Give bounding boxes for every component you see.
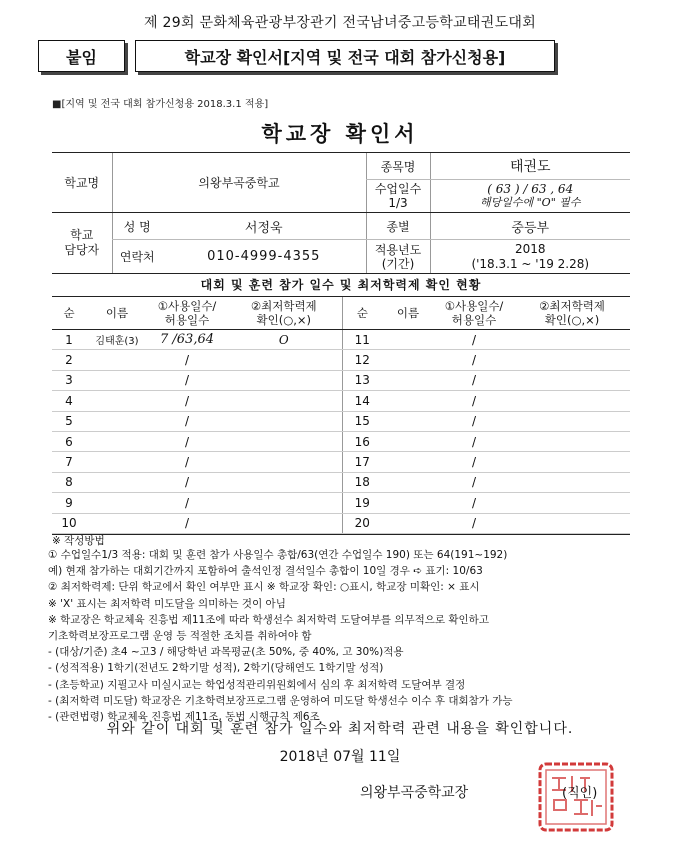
cell-no: 20 (342, 513, 382, 533)
cell-name (382, 411, 434, 431)
attendance-label: 수업일수 1/3 (366, 180, 430, 213)
doc-subtitle: 학교장 확인서[지역 및 전국 대회 참가신청용] (135, 40, 555, 72)
cell-name (86, 452, 148, 472)
cell-name (382, 370, 434, 390)
cell-no: 18 (342, 472, 382, 492)
cell-days: / (148, 391, 226, 411)
sport-label: 종목명 (366, 153, 430, 180)
cell-name (382, 431, 434, 451)
cell-grade (226, 391, 342, 411)
table-row (52, 431, 630, 451)
period-label: 적용년도 (기간) (366, 240, 430, 274)
cell-name (382, 493, 434, 513)
form-note: ■[지역 및 전국 대회 참가신청용 2018.3.1 적용] (52, 99, 269, 110)
cell-days: / (148, 350, 226, 370)
note-line: ※ 학교장은 학교체육 진흥법 제11조에 따라 학생선수 최저학력 도달여부를 의무적으로 확인하고 (48, 613, 489, 626)
cell-no: 13 (342, 370, 382, 390)
cell-no: 17 (342, 452, 382, 472)
cell-no: 8 (52, 472, 86, 492)
cell-grade (514, 513, 630, 533)
note-line: 예) 현재 참가하는 대회기간까지 포함하여 출석인정 결석일수 총합이 10일 경우 ➪ 표기: 10/63 (48, 565, 483, 578)
cell-days: / (434, 350, 514, 370)
cell-days: / (148, 452, 226, 472)
col-grade: ②최저학력제 확인(○,×) (514, 297, 630, 330)
cell-name (86, 411, 148, 431)
cell-days: / (434, 370, 514, 390)
name-label: 성 명 (112, 213, 162, 240)
cell-days: / (434, 452, 514, 472)
notes-list (48, 547, 648, 725)
cell-name (382, 472, 434, 492)
note-line: - (대상/기준) 초4 ~고3 / 해당학년 과목평균(초 50%, 중 40%, 고 30%)적용 (48, 646, 404, 659)
col-days: ①사용일수/ 허용일수 (434, 297, 514, 330)
table-caption: 대회 및 훈련 참가 일수 및 최저학력제 확인 현황 (200, 278, 482, 292)
cell-grade (514, 452, 630, 472)
cell-grade (226, 472, 342, 492)
seal-label: (직인) (562, 786, 598, 801)
cell-days: / (434, 493, 514, 513)
cell-no: 9 (52, 493, 86, 513)
cell-name (86, 370, 148, 390)
cell-grade (226, 411, 342, 431)
attendance-value: ( 63 ) / 63 , 64 해당일수에 "O" 필수 (430, 180, 630, 213)
cell-no: 14 (342, 391, 382, 411)
doc-title: 학교장 확인서 (261, 122, 419, 146)
info-table (52, 152, 630, 274)
cell-days: / (148, 431, 226, 451)
cell-name (86, 431, 148, 451)
note-line: - (성적적용) 1학기(전년도 2학기말 성적), 2학기(당해연도 1학기말 성적) (48, 662, 384, 675)
col-no: 순 (342, 297, 382, 330)
cell-name (382, 350, 434, 370)
cell-grade (226, 513, 342, 533)
staff-name: 서정욱 (162, 213, 366, 240)
contact-label: 연락처 (112, 240, 162, 274)
cell-grade (514, 431, 630, 451)
period-value: 2018 ('18.3.1 ~ '19 2.28) (430, 240, 630, 274)
cell-grade (226, 431, 342, 451)
table-row (52, 452, 630, 472)
confirm-text: 위와 같이 대회 및 훈련 참가 일수와 최저학력 관련 내용을 확인합니다. (106, 721, 574, 737)
note-line: - (초등학교) 지필고사 미실시교는 학업성적관리위원회에서 심의 후 최저학력 도달여부 결정 (48, 678, 466, 691)
cell-grade (514, 493, 630, 513)
contact-value: 010-4999-4355 (162, 240, 366, 274)
col-no: 순 (52, 297, 86, 330)
staff-label: 학교 담당자 (52, 213, 112, 274)
school-label: 학교명 (52, 153, 112, 213)
attachment-badge: 붙임 (38, 40, 125, 72)
sport-value: 태권도 (430, 153, 630, 180)
col-name: 이름 (86, 297, 148, 330)
division-value: 중등부 (430, 213, 630, 240)
cell-no: 10 (52, 513, 86, 533)
cell-days: / (434, 513, 514, 533)
cell-no: 3 (52, 370, 86, 390)
cell-no: 1 (52, 330, 86, 350)
cell-grade (226, 493, 342, 513)
cell-days: / (434, 330, 514, 350)
cell-no: 7 (52, 452, 86, 472)
note-line: ① 수업일수1/3 적용: 대회 및 훈련 참가 사용일수 총합/63(연간 수업일수 190) 또는 64(191~192) (48, 549, 508, 561)
cell-grade (514, 370, 630, 390)
note-line: - (최저학력 미도달) 학교장은 기초학력보장프로그램 운영하여 미도달 학생선수 이수 후 대회참가 가능 (48, 694, 513, 707)
cell-name (382, 513, 434, 533)
col-name: 이름 (382, 297, 434, 330)
cell-days: / (148, 370, 226, 390)
cell-grade (514, 391, 630, 411)
cell-name (86, 472, 148, 492)
cell-name (382, 391, 434, 411)
note-line: 기초학력보장프로그램 운영 등 적절한 조치를 취하여야 함 (48, 630, 312, 643)
cell-no: 11 (342, 330, 382, 350)
cell-name (86, 493, 148, 513)
cell-no: 12 (342, 350, 382, 370)
cell-name (382, 330, 434, 350)
table-row (52, 330, 630, 350)
cell-days: / (148, 513, 226, 533)
method-title: ※ 작성방법 (52, 535, 105, 547)
table-row (52, 350, 630, 370)
cell-name (86, 350, 148, 370)
cell-no: 4 (52, 391, 86, 411)
table-row (52, 370, 630, 390)
cell-grade (514, 472, 630, 492)
principal-name: 의왕부곡중학교장 (360, 785, 469, 801)
event-title: 제 29회 문화체육관광부장관기 전국남녀중고등학교태권도대회 (143, 15, 537, 31)
note-line: - (관련법령) 학교체육 진흥법 제11조, 동법 시행규칙 제6조 (48, 711, 320, 724)
cell-grade (514, 411, 630, 431)
issue-date: 2018년 07월 11일 (279, 749, 401, 765)
cell-name: 김태훈(3) (86, 330, 148, 350)
table-row (52, 493, 630, 513)
cell-days: / (434, 472, 514, 492)
cell-days: / (434, 391, 514, 411)
cell-name (86, 391, 148, 411)
cell-days: / (434, 411, 514, 431)
school-name: 의왕부곡중학교 (112, 153, 366, 213)
division-label: 종별 (366, 213, 430, 240)
col-days: ①사용일수/ 허용일수 (148, 297, 226, 330)
cell-no: 5 (52, 411, 86, 431)
table-row (52, 411, 630, 431)
note-line: ※ 'X' 표시는 최저학력 미도달을 의미하는 것이 아님 (48, 597, 286, 610)
cell-grade (226, 452, 342, 472)
cell-name (86, 513, 148, 533)
cell-no: 2 (52, 350, 86, 370)
cell-days: / (148, 493, 226, 513)
participation-table (52, 296, 630, 535)
cell-days: 7 /63,64 (148, 330, 226, 350)
cell-grade (226, 370, 342, 390)
cell-no: 19 (342, 493, 382, 513)
col-grade: ②최저학력제 확인(○,×) (226, 297, 342, 330)
cell-no: 6 (52, 431, 86, 451)
note-line: ② 최저학력제: 단위 학교에서 확인 여부만 표시 ※ 학교장 확인: ○표시, 학교장 미확인: × 표시 (48, 581, 480, 594)
cell-grade: O (226, 330, 342, 350)
table-row (52, 391, 630, 411)
cell-grade (514, 330, 630, 350)
table-row (52, 472, 630, 492)
table-row (52, 513, 630, 533)
cell-days: / (434, 431, 514, 451)
cell-days: / (148, 472, 226, 492)
cell-days: / (148, 411, 226, 431)
cell-no: 15 (342, 411, 382, 431)
cell-grade (226, 350, 342, 370)
cell-no: 16 (342, 431, 382, 451)
cell-grade (514, 350, 630, 370)
cell-name (382, 452, 434, 472)
